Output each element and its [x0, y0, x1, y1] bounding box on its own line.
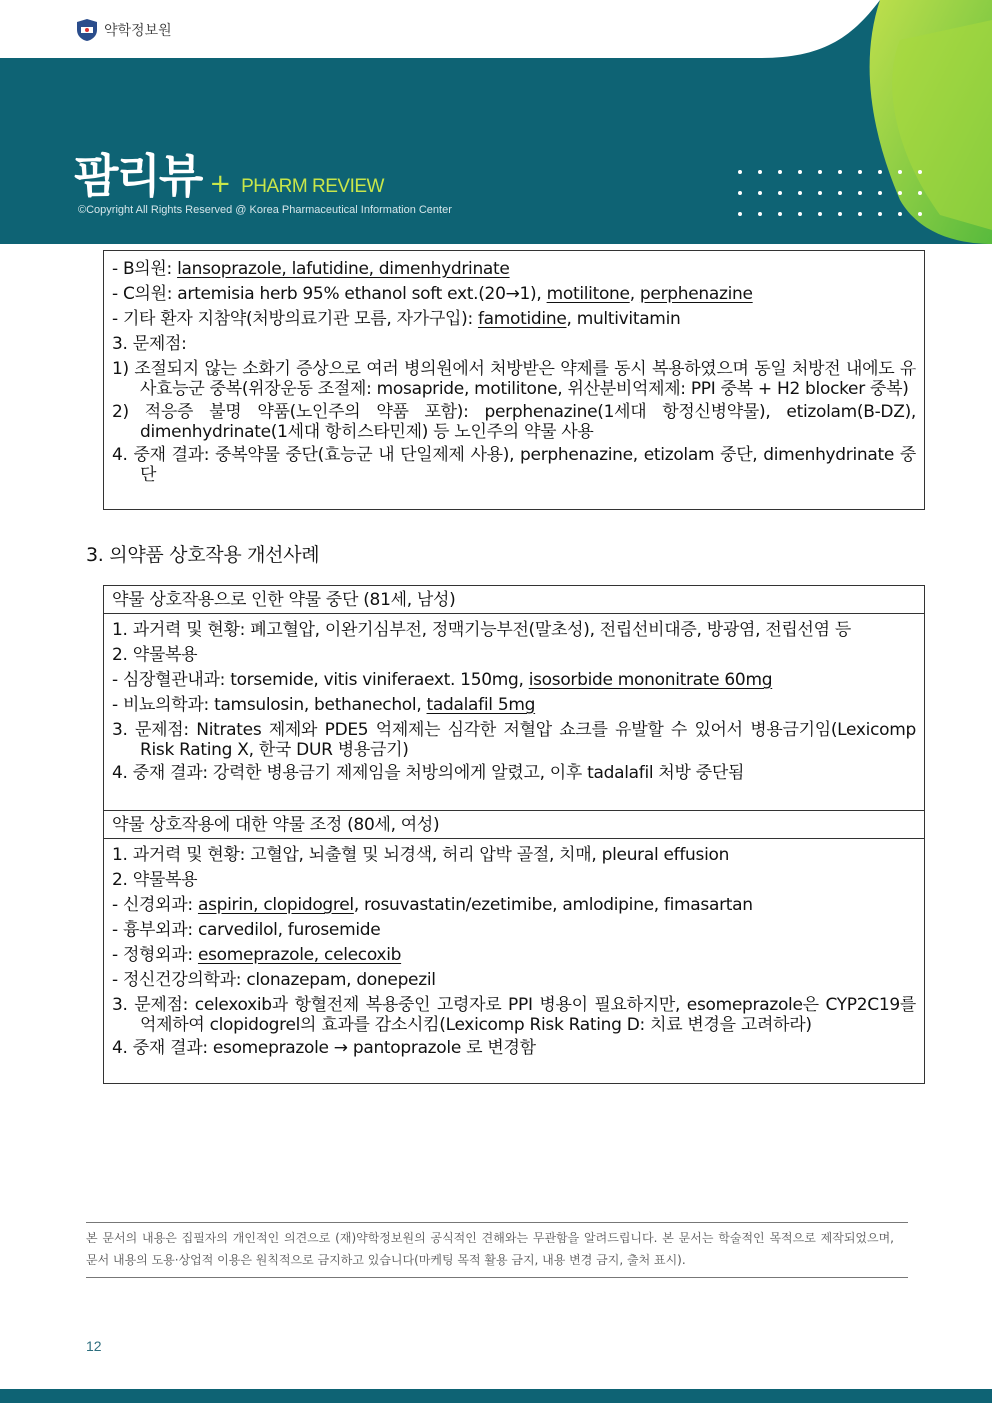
c-clinic-line: [112, 282, 916, 307]
case2-neuro-antiplatelets: aspirin, clopidogrel: [197, 895, 354, 915]
bottom-bar: [0, 1389, 992, 1403]
case2-problem: 3. 문제점: celexoxib과 항혈전제 복용중인 고령자로 PPI 병용이 필요하지만, esomeprazole은 CYP2C19를 억제하여 clopidogrel의 효과를 감소시킴(Lexicomp Risk Rating D: 치료 변경을 고려하라): [112, 995, 916, 1035]
case2-body: [104, 839, 924, 1063]
case1-title: 약물 상호작용으로 인한 약물 중단 (81세, 남성): [104, 586, 924, 614]
case2-neuro-line: [112, 893, 916, 918]
interaction-cases-box: [103, 585, 925, 1084]
b-clinic-label: - B의원:: [112, 259, 178, 279]
org-name: 약학정보원: [104, 23, 172, 39]
c-clinic-drug-motilitone: motilitone: [546, 284, 630, 304]
case2-result: 4. 중재 결과: esomeprazole → pantoprazole 로 변경함: [112, 1038, 536, 1058]
problem-heading: 3. 문제점:: [112, 334, 187, 354]
c-clinic-separator: ,: [629, 284, 640, 304]
b-clinic-line: [112, 257, 916, 282]
case2-neuro-rest: , rosuvastatin/ezetimibe, amlodipine, fimasartan: [353, 895, 753, 915]
case2-title: 약물 상호작용에 대한 약물 조정 (80세, 여성): [104, 811, 924, 839]
case2-ortho-line: [112, 943, 916, 968]
case1-cardio-isosorbide: isosorbide mononitrate 60mg: [528, 670, 773, 690]
section-heading: 3. 의약품 상호작용 개선사례: [86, 544, 320, 566]
case2-history: 1. 과거력 및 현황: 고혈압, 뇌출혈 및 뇌경색, 허리 압박 골절, 치매, pleural effusion: [112, 845, 730, 865]
case2-neuro-label: - 신경외과:: [112, 895, 198, 915]
c-clinic-label: - C의원: artemisia herb 95% ethanol soft ext.(20→1),: [112, 284, 547, 304]
case1-cardio-line: [112, 668, 916, 693]
case1-meds-heading: 2. 약물복용: [112, 645, 198, 665]
copyright-notice: ©Copyright All Rights Reserved @ Korea Pharmaceutical Information Center: [78, 204, 452, 216]
b-clinic-drugs: lansoprazole, lafutidine, dimenhydrinate: [177, 259, 510, 279]
shield-emblem-icon: [76, 18, 98, 42]
case1-uro-tadalafil: tadalafil 5mg: [426, 695, 536, 715]
case1-uro-label: - 비뇨의학과: tamsulosin, bethanechol,: [112, 695, 427, 715]
case2-psych-line: - 정신건강의학과: clonazepam, donepezil: [112, 970, 436, 990]
case1-cardio-label: - 심장혈관내과: torsemide, vitis viniferaext. 150mg,: [112, 670, 529, 690]
case2-ortho-label: - 정형외과:: [112, 945, 198, 965]
disclaimer: 본 문서의 내용은 집필자의 개인적인 의견으로 (재)약학정보원의 공식적인 견해와는 무관함을 알려드립니다. 본 문서는 학술적인 목적으로 제작되었으며, 문서 내용의 도용·상업적 이용은 원칙적으로 금지하고 있습니다(마케팅 목적 활용 금지, 내용 변경 금지, 출처 표시).: [86, 1222, 908, 1278]
case1-uro-line: [112, 693, 916, 718]
case1-result: 4. 중재 결과: 강력한 병용금기 제제임을 처방의에게 알렸고, 이후 tadalafil 처방 중단됨: [112, 763, 745, 783]
brand-title: 팜리뷰: [74, 149, 202, 203]
page-header: [0, 0, 992, 244]
page-number: 12: [86, 1338, 102, 1354]
problem-item-1: 1) 조절되지 않는 소화기 증상으로 여러 병의원에서 처방받은 약제를 동시 복용하였으며 동일 처방전 내에도 유사효능군 중복(위장운동 조절제: mosapride, motilitone, 위산분비억제제: PPI 중복 + H2 blocker 중복): [112, 359, 916, 399]
case1-body: [104, 614, 924, 811]
org-logo[interactable]: [76, 18, 172, 42]
problem-item-2: 2) 적응증 불명 약품(노인주의 약품 포함): perphenazine(1세대 항정신병약물), etizolam(B-DZ), dimenhydrinate(1세대 항히스타민제) 등 노인주의 약물 사용: [112, 402, 916, 442]
case2-ortho-drugs: esomeprazole, celecoxib: [197, 945, 402, 965]
brand-plus: +: [209, 169, 232, 199]
other-meds-rest: , multivitamin: [566, 309, 681, 329]
other-meds-line: [112, 307, 916, 332]
decorative-dots-icon: [736, 168, 936, 220]
c-clinic-drug-perphenazine: perphenazine: [639, 284, 753, 304]
case2-meds-heading: 2. 약물복용: [112, 870, 198, 890]
brand: [74, 140, 384, 206]
other-meds-famotidine: famotidine: [477, 309, 567, 329]
intervention-result: 4. 중재 결과: 중복약물 중단(효능군 내 단일제제 사용), perphenazine, etizolam 중단, dimenhydrinate 중단: [112, 445, 916, 485]
case1-history: 1. 과거력 및 현황: 폐고혈압, 이완기심부전, 정맥기능부전(말초성), 전립선비대증, 방광염, 전립선염 등: [112, 620, 852, 640]
brand-subtitle: PHARM REVIEW: [241, 176, 384, 197]
case-continuation-box: [103, 250, 925, 510]
case2-chest-line: - 흉부외과: carvedilol, furosemide: [112, 920, 381, 940]
case1-problem: 3. 문제점: Nitrates 제제와 PDE5 억제제는 심각한 저혈압 쇼크를 유발할 수 있어서 병용금기임(Lexicomp Risk Rating X, 한국 DUR 병용금기): [112, 720, 916, 760]
other-meds-label: - 기타 환자 지참약(처방의료기관 모름, 자가구입):: [112, 309, 478, 329]
